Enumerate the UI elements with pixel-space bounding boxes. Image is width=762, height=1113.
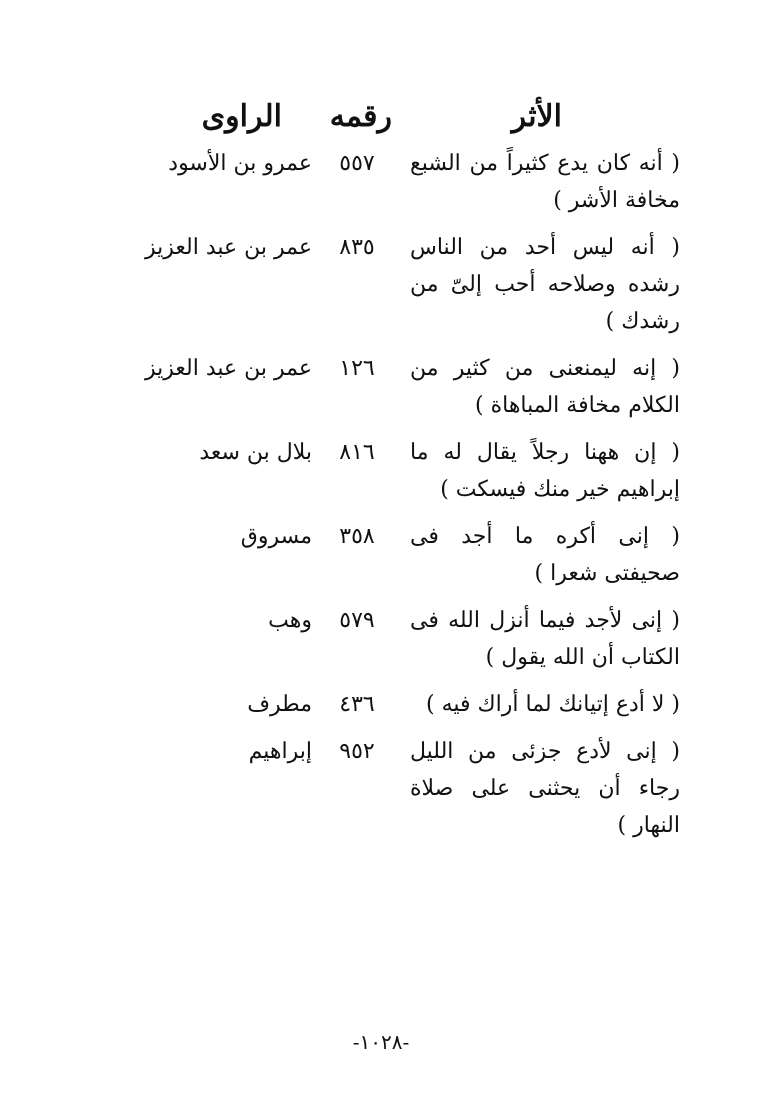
entry-athar-text: ( لا أدع إتيانك لما أراك فيه ) bbox=[426, 692, 680, 717]
page-number: -١٠٢٨- bbox=[352, 1030, 410, 1054]
entry-row bbox=[0, 686, 762, 723]
entry-narrator: عمرو بن الأسود bbox=[168, 151, 312, 176]
header-raqm: رقمه bbox=[329, 99, 392, 134]
entry-athar-text: ( إنه ليمنعنى من كثير من الكلام مخافة المباهاة ) bbox=[410, 356, 680, 418]
entry-number: ٨٣٥ bbox=[339, 235, 375, 260]
entry-number: ٥٥٧ bbox=[339, 151, 375, 176]
entry-narrator: بلال بن سعد bbox=[199, 440, 312, 465]
entry-athar-text: ( أنه كان يدع كثيراً من الشبع مخافة الأشر ) bbox=[410, 151, 680, 213]
entry-row bbox=[0, 229, 762, 340]
entries-list bbox=[0, 145, 762, 854]
entry-number: ٥٧٩ bbox=[339, 608, 375, 633]
header-athar: الأثر bbox=[511, 99, 562, 134]
entry-row bbox=[0, 602, 762, 676]
entry-narrator: وهب bbox=[268, 608, 312, 633]
entry-narrator: مسروق bbox=[240, 524, 312, 549]
entry-narrator: مطرف bbox=[247, 692, 312, 717]
entry-narrator: عمر بن عبد العزيز bbox=[145, 235, 312, 260]
entry-number: ٩٥٢ bbox=[339, 739, 375, 764]
entry-row bbox=[0, 733, 762, 844]
entry-athar-text: ( إنى لأدع جزئى من الليل رجاء أن يحثنى على صلاة النهار ) bbox=[410, 739, 680, 838]
entry-number: ٤٣٦ bbox=[339, 692, 375, 717]
entry-row bbox=[0, 145, 762, 219]
entry-number: ٨١٦ bbox=[339, 440, 375, 465]
entry-narrator: عمر بن عبد العزيز bbox=[145, 356, 312, 381]
entry-athar-text: ( إنى أكره ما أجد فى صحيفتى شعرا ) bbox=[410, 524, 680, 586]
entry-row bbox=[0, 434, 762, 508]
entry-athar-text: ( أنه ليس أحد من الناس رشده وصلاحه أحب إلىّ من رشدك ) bbox=[410, 235, 680, 334]
entry-number: ١٢٦ bbox=[339, 356, 375, 381]
table-header bbox=[0, 92, 762, 142]
header-rawi: الراوى bbox=[201, 99, 282, 134]
entry-athar-text: ( إن ههنا رجلاً يقال له ما إبراهيم خير منك فيسكت ) bbox=[410, 440, 680, 502]
entry-row bbox=[0, 350, 762, 424]
entry-row bbox=[0, 518, 762, 592]
entry-number: ٣٥٨ bbox=[339, 524, 375, 549]
entry-narrator: إبراهيم bbox=[248, 739, 312, 764]
entry-athar-text: ( إنى لأجد فيما أنزل الله فى الكتاب أن الله يقول ) bbox=[410, 608, 680, 670]
